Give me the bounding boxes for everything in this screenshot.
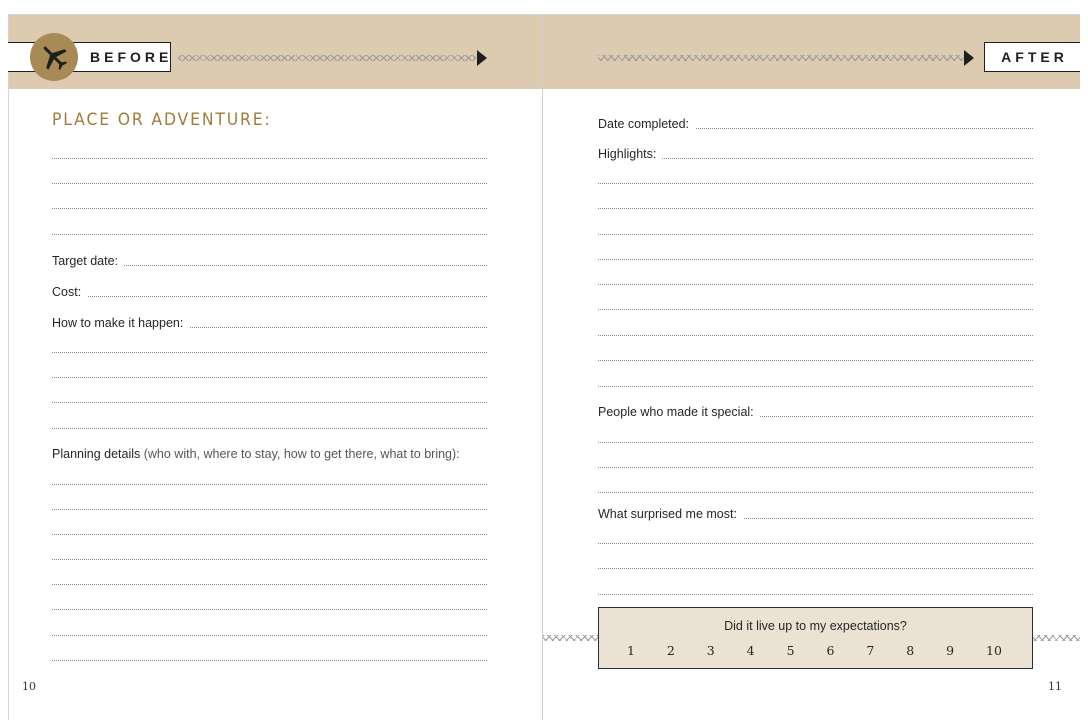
write-line[interactable]: [598, 386, 1033, 387]
write-line[interactable]: [52, 559, 487, 560]
planning-details-note: (who with, where to stay, how to get there, what to bring):: [140, 447, 460, 461]
arrow-right-icon: [964, 50, 974, 66]
rating-option[interactable]: 9: [946, 643, 955, 658]
write-line[interactable]: [52, 352, 487, 353]
rating-option[interactable]: 5: [786, 643, 795, 658]
highlights-label: Highlights:: [598, 147, 662, 161]
after-tab: [984, 42, 1080, 72]
write-line[interactable]: [52, 377, 487, 378]
people-label: People who made it special:: [598, 405, 760, 419]
write-line[interactable]: [52, 484, 487, 485]
write-line[interactable]: [598, 309, 1033, 310]
page-gutter: [542, 14, 543, 720]
cost-line[interactable]: [52, 296, 487, 297]
highlights-line[interactable]: [598, 158, 1033, 159]
before-tab-label: BEFORE: [90, 49, 173, 65]
write-line[interactable]: [598, 234, 1033, 235]
write-line[interactable]: [52, 609, 487, 610]
rating-decorative-chain-left: [543, 635, 598, 641]
write-line[interactable]: [598, 259, 1033, 260]
write-line[interactable]: [598, 492, 1033, 493]
write-line[interactable]: [52, 584, 487, 585]
rating-option[interactable]: 6: [826, 643, 835, 658]
rating-option[interactable]: 7: [866, 643, 875, 658]
place-heading: PLACE OR ADVENTURE:: [52, 110, 272, 130]
write-line[interactable]: [52, 534, 487, 535]
after-tab-label: AFTER: [1001, 49, 1068, 65]
write-line[interactable]: [52, 428, 487, 429]
write-line[interactable]: [598, 208, 1033, 209]
how-to-label: How to make it happen:: [52, 316, 189, 330]
write-line[interactable]: [52, 208, 487, 209]
rating-question: Did it live up to my expectations?: [724, 619, 907, 633]
before-decorative-chain: [178, 55, 476, 61]
rating-decorative-chain-right: [1033, 635, 1080, 641]
rating-option[interactable]: 2: [666, 643, 675, 658]
write-line[interactable]: [52, 402, 487, 403]
planning-details-label: [52, 447, 466, 461]
target-date-label: Target date:: [52, 254, 124, 268]
rating-option[interactable]: 1: [627, 643, 635, 658]
cost-label: Cost:: [52, 285, 87, 299]
rating-option[interactable]: 3: [706, 643, 715, 658]
airplane-icon: [30, 33, 78, 81]
write-line[interactable]: [52, 234, 487, 235]
date-completed-label: Date completed:: [598, 117, 695, 131]
write-line[interactable]: [598, 335, 1033, 336]
after-decorative-chain: [598, 55, 964, 61]
left-page-number: 10: [22, 680, 36, 693]
write-line[interactable]: [598, 284, 1033, 285]
write-line[interactable]: [598, 360, 1033, 361]
surprised-label: What surprised me most:: [598, 507, 743, 521]
write-line[interactable]: [52, 660, 487, 661]
write-line[interactable]: [52, 183, 487, 184]
write-line[interactable]: [598, 442, 1033, 443]
write-line[interactable]: [598, 594, 1033, 595]
rating-option[interactable]: 10: [986, 643, 1002, 658]
rating-option[interactable]: 4: [746, 643, 755, 658]
write-line[interactable]: [598, 183, 1033, 184]
write-line[interactable]: [598, 543, 1033, 544]
rating-option[interactable]: 8: [906, 643, 915, 658]
write-line[interactable]: [598, 568, 1033, 569]
write-line[interactable]: [52, 635, 487, 636]
write-line[interactable]: [52, 509, 487, 510]
rating-scale: [627, 643, 1002, 658]
write-line[interactable]: [598, 467, 1033, 468]
arrow-right-icon: [477, 50, 487, 66]
right-page-number: 11: [1048, 680, 1062, 693]
expectations-rating-box: [598, 607, 1033, 669]
write-line[interactable]: [52, 158, 487, 159]
planning-details-title: Planning details: [52, 447, 141, 461]
